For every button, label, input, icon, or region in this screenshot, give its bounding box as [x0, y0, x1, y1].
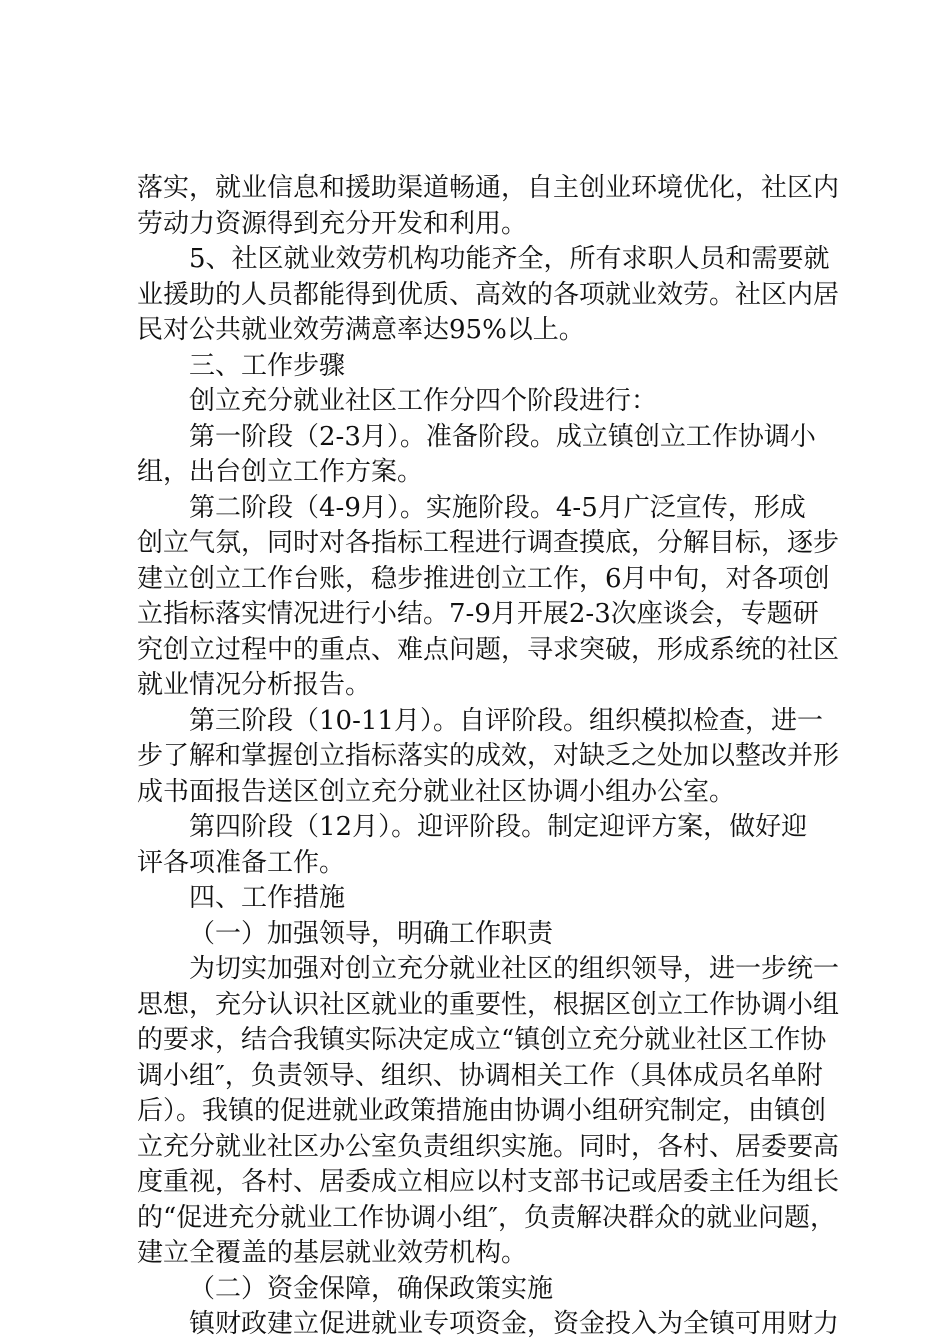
text-line: 立充分就业社区办公室负责组织实施。同时，各村、居委要高	[137, 1131, 840, 1162]
text-line: 成书面报告送区创立充分就业社区协调小组办公室。	[137, 776, 736, 807]
text-line: 民对公共就业效劳满意率达95%以上。	[137, 315, 585, 345]
text-line: 后）。我镇的促进就业政策措施由协调小组研究制定，由镇创	[137, 1096, 827, 1126]
subsection-heading: （二）资金保障，确保政策实施	[189, 1273, 554, 1304]
text-line: 创立充分就业社区工作分四个阶段进行：	[189, 386, 658, 416]
text-line: 评各项准备工作。	[137, 847, 346, 878]
text-line: 步了解和掌握创立指标落实的成效，对缺乏之处加以整改并形	[137, 741, 840, 771]
text-line: 5、社区就业效劳机构功能齐全，所有求职人员和需要就	[189, 244, 830, 274]
text-line: 建立全覆盖的基层就业效劳机构。	[137, 1238, 528, 1268]
text-line: 第一阶段（2-3月）。准备阶段。成立镇创立工作协调小	[189, 421, 816, 452]
text-line: 创立气氛，同时对各指标工程进行调查摸底，分解目标，逐步	[137, 528, 840, 558]
section-heading: 四、工作措施	[189, 883, 346, 913]
text-line: 第四阶段（12月）。迎评阶段。制定迎评方案，做好迎	[189, 812, 808, 842]
text-line: 调小组″，负责领导、组织、协调相关工作（具体成员名单附	[137, 1060, 823, 1091]
text-line: 落实，就业信息和援助渠道畅通，自主创业环境优化，社区内	[137, 173, 840, 203]
text-line: 镇财政建立促进就业专项资金，资金投入为全镇可用财力	[189, 1309, 840, 1339]
text-line: 组，出台创立工作方案。	[137, 457, 424, 487]
text-line: 为切实加强对创立充分就业社区的组织领导，进一步统一	[189, 954, 840, 984]
text-line: 度重视，各村、居委成立相应以村支部书记或居委主任为组长	[137, 1167, 840, 1197]
text-line: 劳动力资源得到充分开发和利用。	[137, 208, 528, 239]
document-body	[137, 171, 840, 1343]
text-line: 究创立过程中的重点、难点问题，寻求突破，形成系统的社区	[137, 634, 840, 665]
text-line: 的要求，结合我镇实际决定成立“镇创立充分就业社区工作协	[137, 1025, 827, 1055]
text-line: 业援助的人员都能得到优质、高效的各项就业效劳。社区内居	[137, 279, 840, 310]
section-heading: 三、工作步骤	[189, 350, 346, 381]
text-line: 第三阶段（10-11月）。自评阶段。组织模拟检查，进一	[189, 705, 823, 736]
text-line: 第二阶段（4-9月）。实施阶段。4-5月广泛宣传，形成	[189, 492, 806, 523]
text-line: 立指标落实情况进行小结。7-9月开展2-3次座谈会，专题研	[137, 599, 819, 629]
text-line: 思想，充分认识社区就业的重要性，根据区创立工作协调小组	[137, 989, 840, 1020]
text-line: 的“促进充分就业工作协调小组″，负责解决群众的就业问题，	[137, 1202, 837, 1233]
text-line: 建立创立工作台账，稳步推进创立工作，6月中旬，对各项创	[137, 563, 830, 594]
text-line: 就业情况分析报告。	[137, 670, 372, 700]
subsection-heading: （一）加强领导，明确工作职责	[189, 918, 554, 949]
